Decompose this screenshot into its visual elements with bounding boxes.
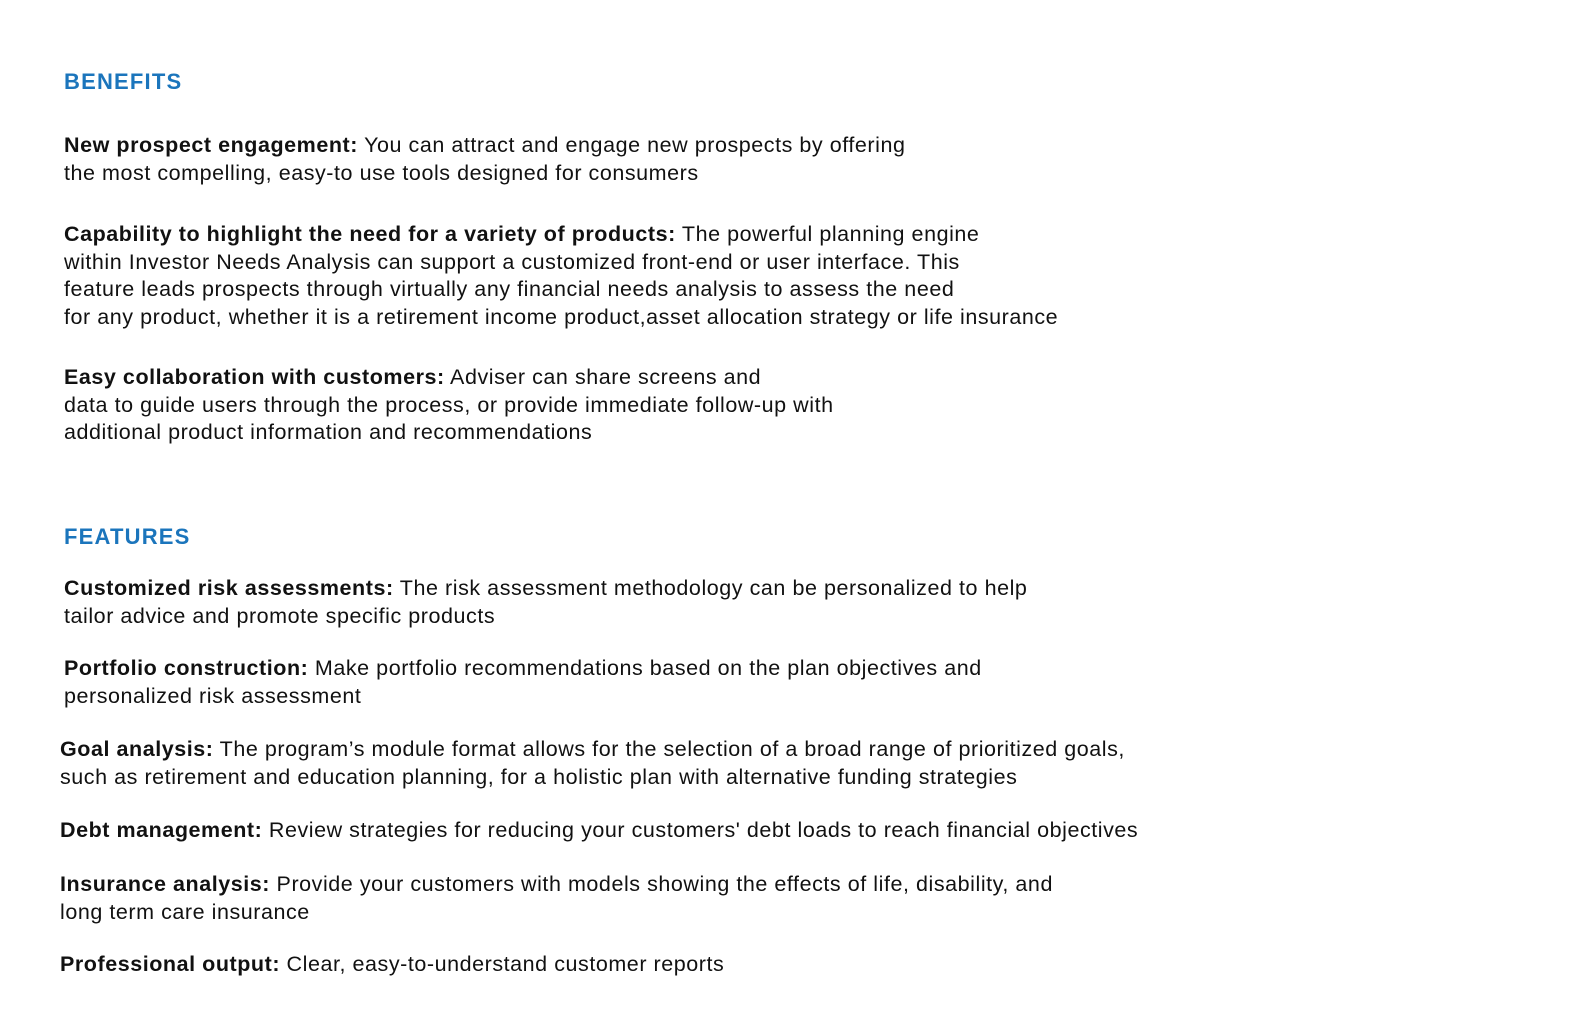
feature-item-goal-analysis: [60, 736, 1125, 791]
feature-text-line: tailor advice and promote specific products: [64, 603, 496, 628]
feature-term: Insurance analysis:: [60, 872, 271, 896]
feature-text: The program’s module format allows for the selection of a broad range of prioritized goals,: [213, 737, 1125, 761]
feature-text-line: long term care insurance: [60, 899, 310, 924]
feature-term: Professional output:: [60, 952, 281, 976]
features-heading: FEATURES: [64, 524, 191, 549]
feature-text: Review strategies for reducing your customers' debt loads to reach financial objectives: [262, 818, 1139, 842]
benefit-item-new-prospect-engagement: [64, 132, 905, 187]
feature-text-line: personalized risk assessment: [64, 683, 362, 708]
feature-term: Goal analysis:: [60, 737, 214, 761]
benefit-text-line: feature leads prospects through virtually any financial needs analysis to assess the need: [64, 277, 955, 301]
feature-text-line: such as retirement and education planning, for a holistic plan with alternative funding strategies: [60, 764, 1018, 789]
benefit-text-line: within Investor Needs Analysis can support a customized front-end or user interface. This: [64, 249, 960, 274]
benefit-text: The powerful planning engine: [675, 222, 980, 246]
feature-item-customized-risk: [64, 575, 1027, 630]
benefit-term: New prospect engagement:: [64, 133, 358, 157]
feature-term: Customized risk assessments:: [64, 576, 394, 600]
benefit-text-line: additional product information and recommendations: [64, 420, 593, 444]
benefit-text-line: data to guide users through the process, or provide immediate follow-up with: [64, 392, 834, 417]
benefit-term: Capability to highlight the need for a variety of products:: [64, 222, 676, 246]
feature-text: Provide your customers with models showing the effects of life, disability, and: [270, 872, 1053, 896]
benefit-text-line: for any product, whether it is a retirement income product,asset allocation strategy or life insurance: [64, 304, 1059, 329]
feature-text: The risk assessment methodology can be personalized to help: [393, 576, 1028, 600]
benefit-text: You can attract and engage new prospects by offering: [357, 133, 906, 157]
feature-item-insurance-analysis: [60, 871, 1053, 926]
feature-text: Make portfolio recommendations based on the plan objectives and: [308, 656, 982, 680]
benefit-item-easy-collaboration: [64, 364, 834, 447]
feature-item-debt-management: [60, 817, 1138, 845]
benefit-term: Easy collaboration with customers:: [64, 365, 445, 389]
feature-item-portfolio-construction: [64, 655, 982, 710]
feature-term: Debt management:: [60, 818, 263, 842]
feature-item-professional-output: [60, 951, 724, 979]
feature-text: Clear, easy-to-understand customer reports: [280, 952, 725, 976]
benefit-text-line: the most compelling, easy-to use tools designed for consumers: [64, 160, 699, 185]
benefit-text: Adviser can share screens and: [444, 365, 762, 389]
benefit-item-capability: [64, 221, 1058, 331]
benefits-heading: BENEFITS: [64, 69, 183, 94]
feature-term: Portfolio construction:: [64, 656, 309, 680]
